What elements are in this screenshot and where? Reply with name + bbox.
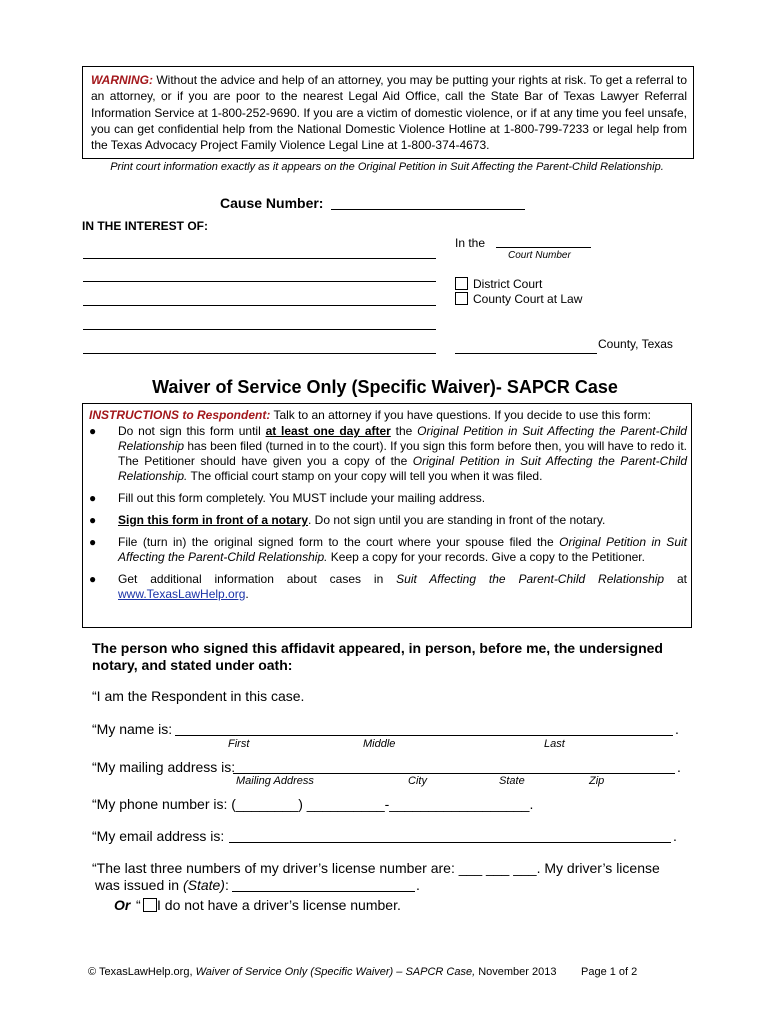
form-title: Waiver of Service Only (Specific Waiver)- SAPCR Case: [152, 377, 618, 397]
affidavit-statement: The person who signed this affidavit appeared, in person, before me, the undersigned notary, and stated under oath:: [92, 640, 663, 673]
footer-citation: © TexasLawHelp.org, Waiver of Service Only (Specific Waiver) – SAPCR Case, November 2013: [88, 966, 557, 978]
county-texas-label: County, Texas: [598, 337, 673, 351]
mailing-label: “My mailing address is:: [92, 759, 236, 775]
cause-number-label: Cause Number:: [220, 195, 324, 211]
issued-statement: was issued in (State):: [95, 877, 229, 893]
issued-period: .: [416, 877, 420, 893]
no-license-checkbox[interactable]: [143, 898, 157, 912]
district-court-checkbox[interactable]: [455, 277, 468, 290]
interest-label: IN THE INTEREST OF:: [82, 219, 208, 233]
page-number: Page 1 of 2: [581, 966, 638, 978]
zip-caption: Zip: [589, 775, 605, 787]
interest-line-3[interactable]: [83, 305, 436, 306]
email-field[interactable]: [229, 842, 671, 843]
print-instruction: Print court information exactly as it appears on the Original Petition in Suit Affecting the Parent-Child Relationship.: [110, 161, 664, 173]
mailing-address-field[interactable]: [233, 773, 675, 774]
in-the-label: In the: [455, 236, 486, 250]
cause-number-field[interactable]: [331, 209, 525, 210]
warning-box: [82, 66, 694, 159]
instruction-item: ● Sign this form in front of a notary. Do not sign until you are standing in front of the notary.: [89, 513, 606, 527]
email-period: .: [673, 828, 677, 844]
city-caption: City: [408, 775, 427, 787]
middle-caption: Middle: [363, 738, 396, 750]
instructions-intro: INSTRUCTIONS to Respondent: Talk to an attorney if you have questions. If you decide to use this form:: [89, 408, 651, 422]
first-caption: First: [228, 738, 250, 750]
district-court-label: District Court: [473, 277, 543, 291]
state-caption: State: [499, 775, 525, 787]
interest-line-5[interactable]: [83, 353, 436, 354]
respondent-statement: “I am the Respondent in this case.: [92, 688, 305, 704]
warning-label: WARNING:: [91, 73, 153, 87]
county-court-label: County Court at Law: [473, 292, 583, 306]
mailing-address-caption: Mailing Address: [236, 775, 314, 787]
interest-line-1[interactable]: [83, 258, 436, 259]
name-label: “My name is:: [92, 721, 173, 737]
court-number-caption: Court Number: [508, 250, 571, 261]
no-license-label: I do not have a driver’s license number.: [157, 897, 401, 913]
instructions-box: [82, 403, 692, 628]
or-label: Or: [114, 897, 131, 913]
instruction-item: ● Do not sign this form until at least one day after the Original Petition in Suit Affecting the Parent-Child Relationship has been filed (turned in to the court). If you sign this form before then, you will have to redo it. The Petitioner should have given you a copy of the Original Petition in Suit Affecting the Parent-Child Relationship. The official court stamp on your copy will tell you when it was filed.: [89, 424, 687, 483]
court-number-field[interactable]: [496, 247, 591, 248]
name-period: .: [675, 721, 679, 737]
county-court-checkbox[interactable]: [455, 292, 468, 305]
last-caption: Last: [544, 738, 565, 750]
interest-line-2[interactable]: [83, 281, 436, 282]
texaslawhelp-link[interactable]: www.TexasLawHelp.org: [118, 587, 246, 601]
instruction-item: ● Get additional information about cases in Suit Affecting the Parent-Child Relationship at www.TexasLawHelp.org.: [89, 572, 687, 601]
instruction-item: ● File (turn in) the original signed form to the court where your spouse filed the Original Petition in Suit Affecting the Parent-Child Relationship. Keep a copy for your records. Give a copy to the Petitioner.: [89, 535, 687, 564]
mailing-period: .: [677, 759, 681, 775]
warning-text: Without the advice and help of an attorney, you may be putting your rights at risk. To get a referral to an attorney, or if you are poor to the nearest Legal Aid Office, call the State Bar of Texas Lawyer Referral Information Service at 1-800-252-9690. If you are a victim of domestic violence, or if at any time you feel unsafe, you can get confidential help from the National Domestic Violence Hotline at 1-800-799-7233 or legal help from the Texas Advocacy Project Family Violence Legal Line at 1-800-374-4673.: [91, 73, 687, 153]
instructions-label: INSTRUCTIONS to Respondent:: [89, 408, 271, 422]
phone-statement[interactable]: “My phone number is: (________) __________-__________________.: [92, 796, 534, 812]
county-field[interactable]: [455, 353, 597, 354]
or-quote: “: [136, 897, 141, 913]
license-statement[interactable]: “The last three numbers of my driver’s license number are: ___ ___ ___. My driver’s license: [92, 860, 660, 876]
interest-line-4[interactable]: [83, 329, 436, 330]
email-label: “My email address is:: [92, 828, 225, 844]
instruction-item: ● Fill out this form completely. You MUST include your mailing address.: [89, 491, 486, 505]
name-field[interactable]: [175, 735, 673, 736]
license-state-field[interactable]: [232, 891, 415, 892]
